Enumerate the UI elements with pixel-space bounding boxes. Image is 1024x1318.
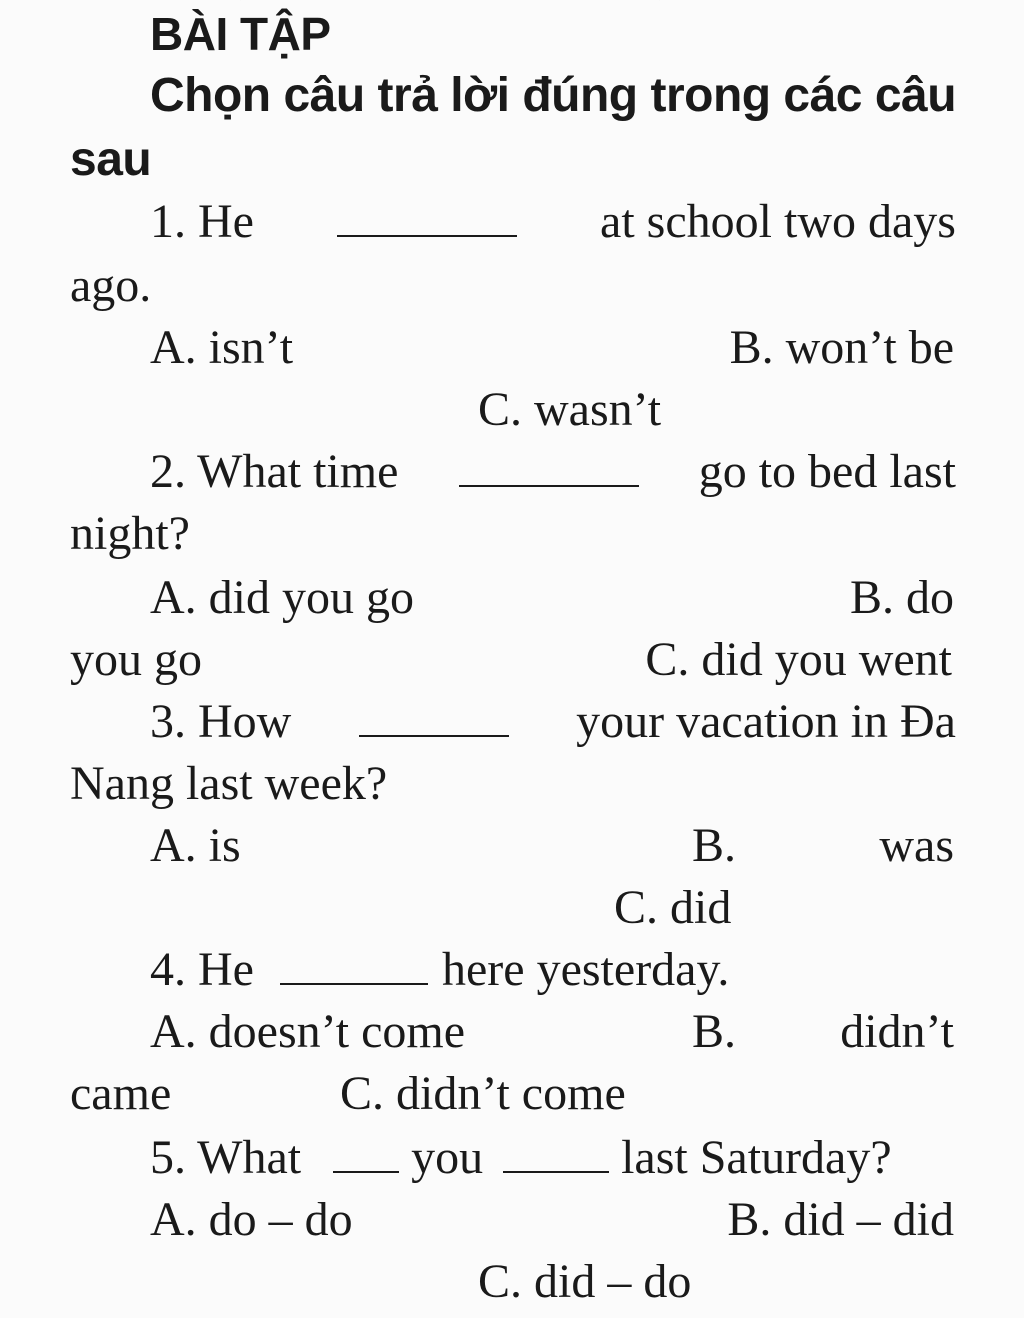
question-5-blank-1 <box>333 1135 399 1173</box>
question-1-blank <box>337 199 517 237</box>
question-1-option-c: C. wasn’t <box>478 383 662 436</box>
question-3-stem-cont: Nang last week? <box>70 757 388 810</box>
question-4-stem <box>150 942 729 998</box>
question-5-text: last Saturday? <box>621 1131 892 1184</box>
question-5-number: 5. What <box>150 1131 302 1184</box>
question-2-option-b: B. do <box>849 571 954 624</box>
question-4-option-c: C. didn’t come <box>340 1067 626 1120</box>
question-2-text: go to bed last <box>698 445 956 498</box>
question-1-option-b: B. won’t be <box>729 321 954 374</box>
question-3-option-c: C. did <box>614 881 732 934</box>
question-2-option-a: A. did you go <box>150 571 414 624</box>
question-1-stem <box>150 194 956 250</box>
question-4-number: 4. He <box>150 943 254 996</box>
question-3-number: 3. How <box>150 695 292 748</box>
question-3-stem <box>150 694 956 750</box>
question-1-option-a: A. isn’t <box>150 321 294 374</box>
question-4-blank <box>280 947 428 985</box>
question-1-stem-cont: ago. <box>70 259 152 312</box>
question-3-option-a: A. is <box>150 819 241 872</box>
question-4-option-a: A. doesn’t come <box>150 1005 466 1058</box>
question-4-option-b-word: didn’t <box>840 1005 954 1058</box>
question-2-stem <box>150 444 956 500</box>
question-1-number: 1. He <box>150 195 254 248</box>
question-1-text: at school two days <box>600 195 956 248</box>
question-5-you: you <box>411 1131 484 1184</box>
question-3-blank <box>359 699 509 737</box>
question-2-option-b-cont: you go <box>70 633 202 686</box>
question-5-stem <box>150 1130 892 1186</box>
question-5-option-c: C. did – do <box>478 1255 692 1308</box>
question-5-option-b: B. did – did <box>727 1193 954 1246</box>
worksheet-title: BÀI TẬP <box>150 8 331 60</box>
question-2-stem-cont: night? <box>70 507 190 560</box>
question-2-blank <box>459 449 639 487</box>
question-5-blank-2 <box>503 1135 609 1173</box>
question-4-text: here yesterday. <box>441 943 730 996</box>
question-4-option-b-letter: B. <box>692 1005 737 1058</box>
question-3-text: your vacation in Đa <box>576 695 956 748</box>
instruction-line-2: sau <box>70 133 152 186</box>
question-3-option-b-word: was <box>879 819 954 872</box>
question-2-number: 2. What time <box>150 445 399 498</box>
question-3-option-b-letter: B. <box>692 819 737 872</box>
instruction-text: Chọn câu trả lời đúng trong các câu <box>150 69 957 122</box>
instruction-line-1 <box>150 68 956 124</box>
question-4-option-b-cont: came <box>70 1067 172 1120</box>
question-2-option-c: C. did you went <box>645 633 952 686</box>
question-5-option-a: A. do – do <box>150 1193 353 1246</box>
